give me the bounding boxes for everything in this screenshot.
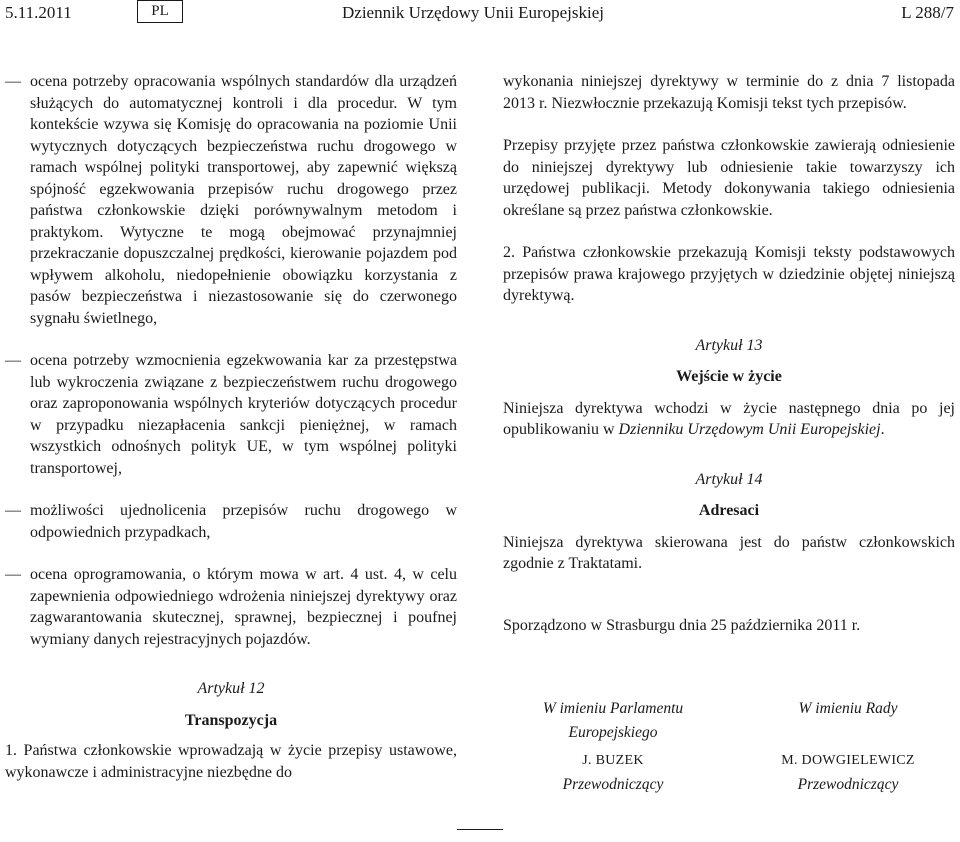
journal-title: Dziennik Urzędowy Unii Europejskiej — [342, 3, 605, 22]
signature-council — [760, 697, 936, 797]
article-13-heading: Wejście w życie — [676, 368, 782, 385]
paragraph-continuation: wykonania niniejszej dyrektywy w terminie do z dnia 7 listopada 2013 r. Niezwłocznie przekazują Komisji tekst tych przepisów. — [503, 73, 955, 112]
em-dash: — — [5, 566, 21, 583]
signature-council-name: M. DOWGIELEWICZ — [781, 753, 915, 768]
page-reference: L 288/7 — [901, 3, 954, 22]
list-item — [5, 500, 457, 543]
article-12-paragraph-1: 1. Państwa członkowskie wprowadzają w życie przepisy ustawowe, wykonawcze i administracyjne niezbędne do — [5, 742, 457, 781]
article-13-text-end: . — [880, 421, 885, 438]
article-13-text-start: Niniejsza dyrektywa wchodzi w życie następnego dnia po jej opublikowaniu w — [503, 399, 955, 438]
journal-name-italic: Dzienniku Urzędowym Unii Europejskiej — [618, 421, 881, 438]
signature-council-role: Przewodniczący — [797, 776, 899, 793]
language-badge: PL — [137, 0, 183, 23]
article-13-title: Artykuł 13 — [695, 336, 763, 354]
header-date: 5.11.2011 — [5, 3, 72, 22]
paragraph-2: 2. Państwa członkowskie przekazują Komisji teksty podstawowych przepisów prawa krajowego przyjętych w dziedzinie objętej niniejszą dyrektywą. — [503, 244, 955, 304]
signature-parliament-role: Przewodniczący — [562, 776, 664, 793]
article-14-text: Niniejsza dyrektywa skierowana jest do państw członkowskich zgodnie z Traktatami. — [503, 533, 955, 572]
list-item-text: ocena potrzeby opracowania wspólnych standardów dla urządzeń służących do automatycznej kontroli i dla procedur. W tym kontekście wzywa się Komisję do opracowania na poziomie Unii wytycznych dotyczących bezpieczeństwa ruchu drogowego w ramach wspólnej polityki transportowej, aby zapewnić większą spójność egzekwowania przepisów ruchu drogowego przez państwa członkowskie dzięki porównywalnym metodom i praktykom. Wytyczne te mogą obejmować przynajmniej przekraczanie dopuszczalnej prędkości, kierowanie pojazdem pod wpływem alkoholu, niedopełnienie obowiązku korzystania z pasów bezpieczeństwa i niezastosowanie się do czerwonego sygnału świetlnego, — [30, 73, 457, 327]
list-item — [5, 564, 457, 650]
em-dash: — — [5, 502, 21, 519]
signature-council-on-behalf: W imieniu Rady — [798, 700, 898, 717]
article-13-text — [503, 398, 955, 441]
signature-parliament-name: J. BUZEK — [582, 753, 644, 768]
article-14-heading: Adresaci — [698, 502, 760, 519]
done-at-statement: Sporządzono w Strasburgu dnia 25 października 2011 r. — [503, 616, 861, 634]
article-12-heading: Transpozycja — [184, 711, 278, 729]
list-item — [5, 71, 457, 329]
right-column — [503, 71, 955, 636]
footer-rule — [457, 829, 503, 830]
paragraph-reference: Przepisy przyjęte przez państwa członkowskie zawierają odniesienie do niniejszej dyrektywy lub odniesienie takie towarzyszy ich urzędowej publikacji. Metody dokonywania takiego odniesienia określane są przez państwa członkowskie. — [503, 137, 955, 219]
signature-parliament — [527, 697, 699, 797]
article-14-title: Artykuł 14 — [695, 470, 763, 488]
em-dash: — — [5, 73, 21, 90]
left-column — [5, 71, 457, 783]
list-item-text: możliwości ujednolicenia przepisów ruchu drogowego w odpowiednich przypadkach, — [30, 502, 457, 541]
article-12-title: Artykuł 12 — [197, 680, 265, 697]
list-item-text: ocena potrzeby wzmocnienia egzekwowania kar za przestępstwa lub wykroczenia związane z bezpieczeństwem ruchu drogowego oraz zaproponowania wspólnych kryteriów dotyczących procedur w przypadku niezapłacenia sankcji pieniężnej, w ramach wszystkich odnośnych polityk UE, w tym wspólnej polityki transportowej, — [30, 352, 457, 477]
list-item — [5, 350, 457, 479]
list-item-text: ocena oprogramowania, o którym mowa w art. 4 ust. 4, w celu zapewnienia odpowiedniego wdrożenia niniejszej dyrektywy oraz zagwarantowania skutecznej, sprawnej, bezpiecznej i poufnej wymiany danych rejestracyjnych pojazdów. — [30, 566, 457, 648]
em-dash: — — [5, 352, 21, 369]
signature-parliament-on-behalf: W imieniu Parlamentu Europejskiego — [542, 700, 684, 741]
